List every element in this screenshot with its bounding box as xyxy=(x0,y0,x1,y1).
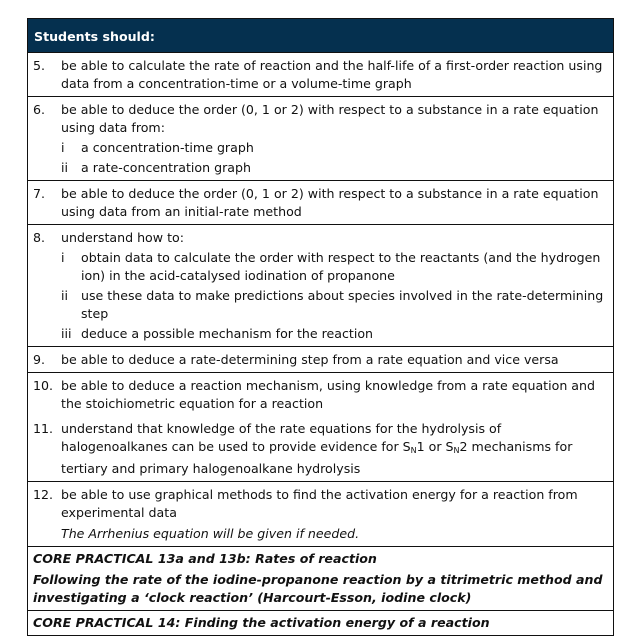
sub-item xyxy=(61,325,609,343)
sub-item-text: use these data to make predictions about species involved in the rate-determining step xyxy=(81,288,604,321)
table-header: Students should: xyxy=(28,19,613,53)
item-text: be able to deduce a reaction mechanism, using knowledge from a rate equation and the stoichiometric equation for a reaction xyxy=(61,378,596,411)
item-text: understand how to: xyxy=(61,230,184,245)
table-row xyxy=(28,225,613,347)
sub-item xyxy=(61,159,609,177)
item-number: 11. xyxy=(33,421,54,436)
table-row xyxy=(28,482,613,547)
sub-item-text: obtain data to calculate the order with respect to the reactants (and the hydrogen ion) in the acid-catalysed iodination of propanone xyxy=(81,250,601,283)
table-row xyxy=(28,97,613,181)
table-row xyxy=(28,181,613,225)
table-row xyxy=(28,347,613,373)
sub-item-numeral: ii xyxy=(61,288,68,303)
specification-table xyxy=(27,18,614,636)
sub-item-text: deduce a possible mechanism for the reaction xyxy=(81,326,374,341)
table-row xyxy=(28,416,613,482)
core-practical-title: CORE PRACTICAL 14: Finding the activation energy of a reaction xyxy=(33,615,490,630)
table-row xyxy=(28,373,613,416)
sub-item xyxy=(61,287,609,323)
core-practical-14 xyxy=(28,611,613,635)
sub-item-numeral: i xyxy=(61,140,65,155)
core-practical-13 xyxy=(28,547,613,611)
sub-item xyxy=(61,139,609,157)
item-text: be able to use graphical methods to find the activation energy for a reaction from experimental data xyxy=(61,487,578,520)
sub-item-text: a concentration-time graph xyxy=(81,140,254,155)
core-practical-title: CORE PRACTICAL 13a and 13b: Rates of reaction xyxy=(33,551,377,566)
sub-item-numeral: iii xyxy=(61,326,72,341)
item-text: be able to deduce a rate-determining step from a rate equation and vice versa xyxy=(61,352,559,367)
item-text: be able to deduce the order (0, 1 or 2) with respect to a substance in a rate equation using data from an initial-rate method xyxy=(61,186,599,219)
item-number: 12. xyxy=(33,487,54,502)
table-row xyxy=(28,53,613,97)
item-text: be able to deduce the order (0, 1 or 2) with respect to a substance in a rate equation using data from: xyxy=(61,102,599,135)
item-number: 6. xyxy=(33,102,46,117)
item-number: 5. xyxy=(33,58,46,73)
sub-item-numeral: i xyxy=(61,250,65,265)
item-note: The Arrhenius equation will be given if needed. xyxy=(61,526,360,541)
item-number: 8. xyxy=(33,230,46,245)
item-text: understand that knowledge of the rate equations for the hydrolysis of halogenoalkanes can be used to provide evidence for $S_N1$ or $S_N2$ mechanisms for tertiary and primary halogenoalkane hydrolysis xyxy=(61,421,573,476)
item-number: 7. xyxy=(33,186,46,201)
item-number: 10. xyxy=(33,378,54,393)
core-practical-description: Following the rate of the iodine-propanone reaction by a titrimetric method and investigating a ‘clock reaction’ (Harcourt-Esson, iodine clock) xyxy=(33,572,603,605)
item-text: be able to calculate the rate of reaction and the half-life of a first-order reaction using data from a concentration-time or a volume-time graph xyxy=(61,58,603,91)
item-number: 9. xyxy=(33,352,46,367)
sub-item-numeral: ii xyxy=(61,160,68,175)
sub-item xyxy=(61,249,609,285)
sub-item-text: a rate-concentration graph xyxy=(81,160,251,175)
